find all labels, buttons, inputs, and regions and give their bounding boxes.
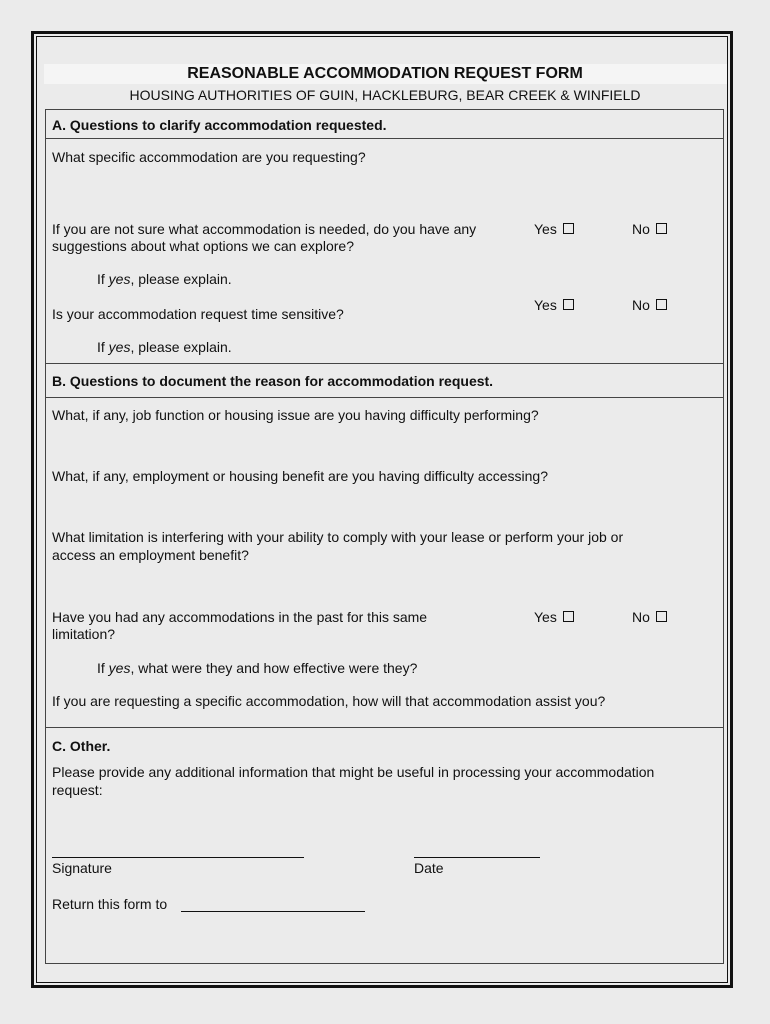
section-a-q1: What specific accommodation are you requesting?	[52, 149, 366, 165]
q3-yes-option[interactable]	[534, 296, 574, 314]
section-b-heading: B. Questions to document the reason for accommodation request.	[52, 373, 494, 389]
q3-no-option[interactable]	[632, 296, 667, 314]
q4-no-label: No	[632, 609, 650, 625]
section-a-q3: Is your accommodation request time sensitive?	[52, 306, 344, 322]
q4-no-option[interactable]	[632, 608, 667, 626]
explain-rest: , please explain.	[130, 271, 232, 287]
divider-b	[45, 397, 724, 398]
q2-no-label: No	[632, 221, 650, 237]
q3-no-checkbox[interactable]	[656, 299, 667, 310]
divider-b-top	[45, 363, 724, 364]
signature-line[interactable]	[52, 857, 304, 858]
date-line[interactable]	[414, 857, 540, 858]
section-a-q2-line2: suggestions about what options we can explore?	[52, 238, 354, 254]
q4-yes-label: Yes	[534, 609, 557, 625]
return-label: Return this form to	[52, 896, 168, 912]
section-a-explain-2	[97, 338, 232, 356]
q2-no-option[interactable]	[632, 220, 667, 238]
q4-yes-option[interactable]	[534, 608, 574, 626]
yes-italic: yes	[108, 271, 131, 287]
if-word: If	[97, 339, 109, 355]
yes-italic: yes	[108, 660, 131, 676]
section-a-q2-line1: If you are not sure what accommodation is needed, do you have any	[52, 221, 477, 237]
form-title: REASONABLE ACCOMMODATION REQUEST FORM	[187, 65, 583, 82]
followup-rest: , what were they and how effective were they?	[130, 660, 418, 676]
section-b-q1: What, if any, job function or housing issue are you having difficulty performing?	[52, 407, 539, 423]
if-word: If	[97, 660, 109, 676]
section-b-q2: What, if any, employment or housing benefit are you having difficulty accessing?	[52, 468, 548, 484]
q2-yes-option[interactable]	[534, 220, 574, 238]
q2-no-checkbox[interactable]	[656, 223, 667, 234]
section-b-q4-line2: limitation?	[52, 626, 116, 642]
section-c-q1-line1: Please provide any additional information that might be useful in processing your accommodation	[52, 764, 655, 780]
date-label: Date	[414, 860, 444, 876]
q2-yes-checkbox[interactable]	[563, 223, 574, 234]
q3-no-label: No	[632, 297, 650, 313]
q4-no-checkbox[interactable]	[656, 611, 667, 622]
form-subtitle: HOUSING AUTHORITIES OF GUIN, HACKLEBURG, BEAR CREEK & WINFIELD	[129, 87, 641, 103]
section-c-heading: C. Other.	[52, 738, 111, 754]
divider-c	[45, 727, 724, 728]
section-b-q5: If you are requesting a specific accommodation, how will that accommodation assist you?	[52, 693, 606, 709]
section-a-heading: A. Questions to clarify accommodation requested.	[52, 117, 387, 133]
return-line[interactable]	[181, 911, 365, 912]
q3-yes-checkbox[interactable]	[563, 299, 574, 310]
explain-rest: , please explain.	[130, 339, 232, 355]
section-b-followup	[97, 659, 417, 677]
signature-label: Signature	[52, 860, 112, 876]
section-b-q3-line2: access an employment benefit?	[52, 547, 249, 563]
section-a-explain-1	[97, 270, 232, 288]
q4-yes-checkbox[interactable]	[563, 611, 574, 622]
section-b-q3-line1: What limitation is interfering with your ability to comply with your lease or perform your job or	[52, 529, 624, 545]
divider-a	[45, 138, 724, 139]
q2-yes-label: Yes	[534, 221, 557, 237]
if-word: If	[97, 271, 109, 287]
section-b-q4-line1: Have you had any accommodations in the past for this same	[52, 609, 428, 625]
section-c-q1-line2: request:	[52, 782, 103, 798]
yes-italic: yes	[108, 339, 131, 355]
q3-yes-label: Yes	[534, 297, 557, 313]
